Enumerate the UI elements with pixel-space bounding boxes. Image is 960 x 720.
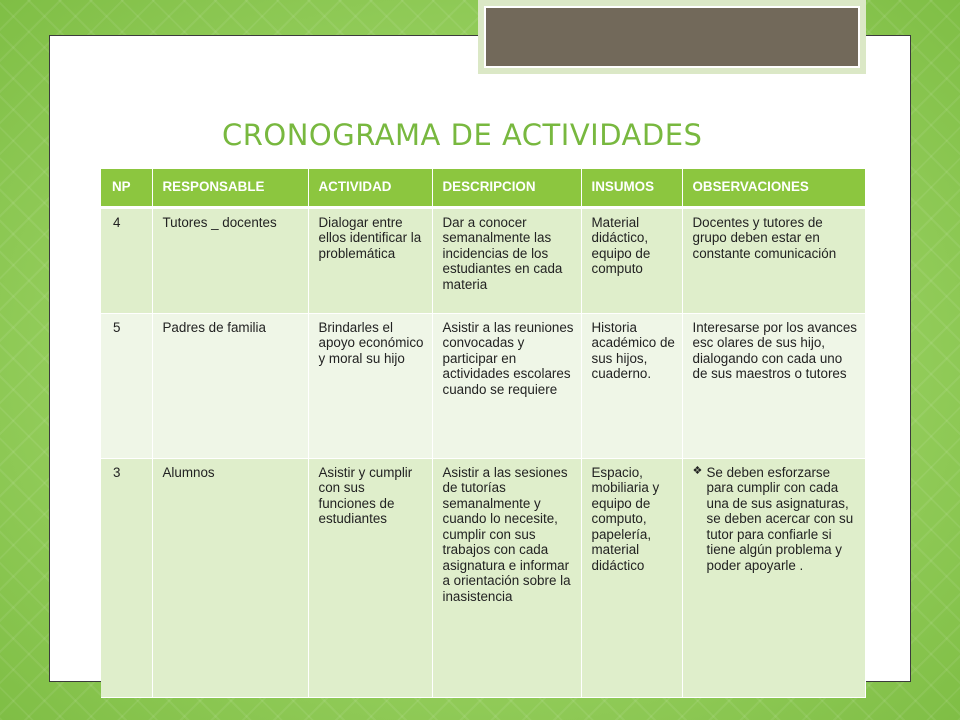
header-insumos: INSUMOS: [581, 169, 682, 207]
cell-insumos: Historia académico de sus hijos, cuaderno.: [581, 313, 682, 458]
cell-np: 3: [101, 458, 152, 697]
cell-insumos: Material didáctico, equipo de computo: [581, 207, 682, 313]
header-descripcion: DESCRIPCION: [432, 169, 581, 207]
cell-np: 4: [101, 207, 152, 313]
bullet-line: [693, 465, 859, 574]
header-actividad: ACTIVIDAD: [308, 169, 432, 207]
cell-actividad: Asistir y cumplir con sus funciones de estudiantes: [308, 458, 432, 697]
cell-actividad: Dialogar entre ellos identificar la problemática: [308, 207, 432, 313]
cell-descripcion: Asistir a las reuniones convocadas y participar en actividades escolares cuando se requiere: [432, 313, 581, 458]
cell-observaciones: Interesarse por los avances esc olares de sus hijo, dialogando con cada uno de sus maestros o tutores: [682, 313, 865, 458]
header-responsable: RESPONSABLE: [152, 169, 308, 207]
table-row: [101, 458, 865, 697]
cell-descripcion: Dar a conocer semanalmente las incidencias de los estudiantes en cada materia: [432, 207, 581, 313]
cell-insumos: Espacio, mobiliaria y equipo de computo, papelería, material didáctico: [581, 458, 682, 697]
cell-descripcion: Asistir a las sesiones de tutorías semanalmente y cuando lo necesite, cumplir con sus trabajos con cada asignatura e informar a orientación sobre la inasistencia: [432, 458, 581, 697]
table-row: [101, 207, 865, 313]
cell-np: 5: [101, 313, 152, 458]
table-row: [101, 313, 865, 458]
cell-actividad: Brindarles el apoyo económico y moral su hijo: [308, 313, 432, 458]
header-np: NP: [101, 169, 152, 207]
header-row: [101, 169, 865, 207]
decorative-photo-frame: [478, 0, 866, 74]
diamond-bullet-icon: ❖: [692, 464, 703, 477]
bullet-text: Se deben esforzarse para cumplir con cada una de sus asignaturas, se deben acercar con su tutor para confiarle si tiene algún problema y poder apoyarle .: [706, 464, 854, 573]
header-observaciones: OBSERVACIONES: [682, 169, 865, 207]
cell-observaciones: [682, 458, 865, 697]
cell-observaciones: Docentes y tutores de grupo deben estar en constante comunicación: [682, 207, 865, 313]
schedule-table: [101, 169, 866, 698]
cell-responsable: Alumnos: [152, 458, 308, 697]
slide-title: CRONOGRAMA DE ACTIVIDADES: [222, 118, 703, 152]
decorative-photo: [484, 6, 860, 68]
cell-responsable: Tutores _ docentes: [152, 207, 308, 313]
cell-responsable: Padres de familia: [152, 313, 308, 458]
